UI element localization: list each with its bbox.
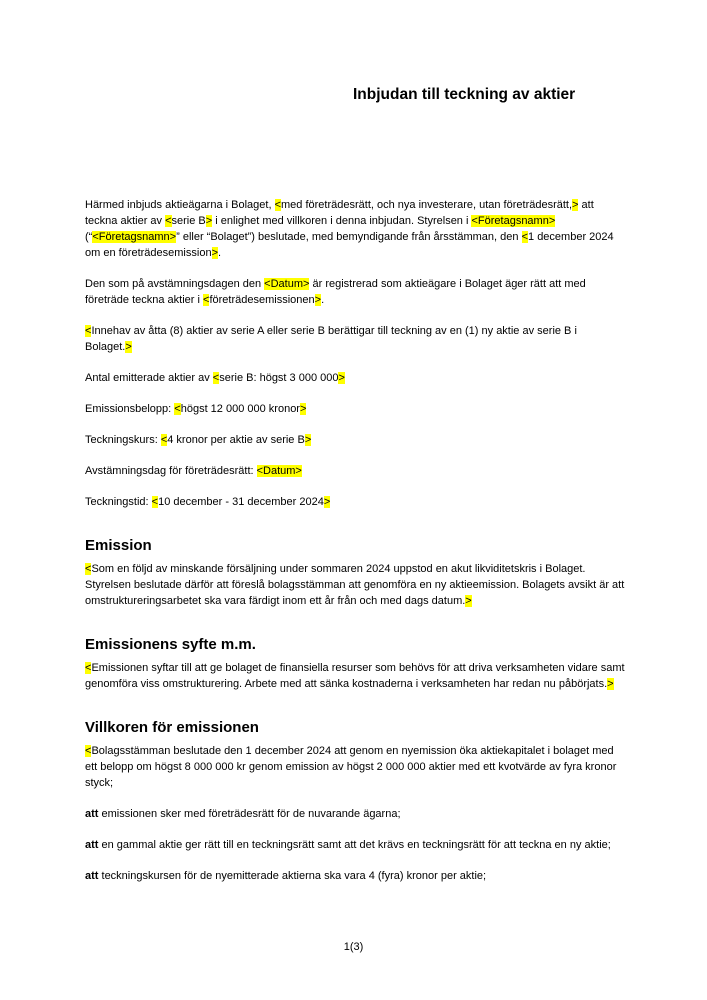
text-run: Antal emitterade aktier av — [85, 372, 213, 384]
text-run: Teckningstid: — [85, 496, 152, 508]
highlighted-placeholder: <Datum> — [256, 465, 302, 477]
text-run: Teckningskurs: — [85, 434, 161, 446]
text-run: företrädesemissionen — [209, 294, 315, 306]
text-run: Härmed inbjuds aktieägarna i Bolaget, — [85, 199, 275, 211]
text-run: 4 kronor per aktie av serie B — [167, 434, 305, 446]
highlighted-placeholder: > — [211, 247, 218, 259]
paragraph — [85, 837, 625, 853]
text-run: är registrerad som aktieägare i Bolaget äger rätt att med företräde teckna aktier i — [85, 278, 586, 306]
text-run: att — [85, 808, 99, 820]
text-run: Bolagsstämman beslutade den 1 december 2024 att genom en nyemission öka aktiekapitalet i bolaget med ett belopp om högst 8 000 000 kr genom emission av högst 2 000 000 aktier med ett kvotvärde av fyra kronor styck; — [85, 745, 617, 789]
text-run: serie B — [171, 215, 206, 227]
highlighted-placeholder: < — [212, 372, 220, 384]
highlighted-placeholder: < — [160, 434, 168, 446]
text-run: (“ — [85, 231, 93, 243]
highlighted-placeholder: < — [85, 745, 92, 757]
text-run: högst 12 000 000 kronor — [180, 403, 300, 415]
highlighted-placeholder: < — [165, 215, 172, 227]
paragraph — [85, 463, 625, 479]
highlighted-placeholder: > — [465, 595, 472, 607]
paragraph — [85, 660, 625, 692]
text-run: serie B: högst 3 000 000 — [219, 372, 339, 384]
highlighted-placeholder: < — [274, 199, 281, 211]
highlighted-placeholder: < — [85, 563, 92, 575]
highlighted-placeholder: > — [338, 372, 345, 384]
text-run: en gammal aktie ger rätt till en teckningsrätt samt att det krävs en teckningsrätt för att teckna en ny aktie; — [98, 839, 611, 851]
text-run: 10 december - 31 december 2024 — [158, 496, 324, 508]
document-content — [85, 0, 625, 899]
paragraph — [85, 806, 625, 822]
document-body — [85, 197, 625, 884]
highlighted-placeholder: > — [314, 294, 322, 306]
highlighted-placeholder: > — [304, 434, 312, 446]
text-run: i enlighet med villkoren i denna inbjudan. Styrelsen i — [212, 215, 472, 227]
text-run: Emissionen syftar till att ge bolaget de finansiella resurser som behövs för att driva verksamheten vidare samt genomföra viss omstrukturering. Arbete med att sänka kostnaderna i verksamheten har redan nu påbörjats. — [85, 662, 625, 690]
text-run: Avstämningsdag för företrädesrätt: — [85, 465, 257, 477]
section-heading: Emissionens syfte m.m. — [85, 636, 256, 653]
paragraph — [85, 561, 625, 609]
text-run: att teckna aktier av — [85, 199, 594, 227]
highlighted-placeholder: < — [151, 496, 159, 508]
highlighted-placeholder: < — [203, 294, 210, 306]
paragraph — [85, 868, 625, 884]
paragraph — [85, 323, 625, 355]
highlighted-placeholder: <Företagsnamn> — [471, 215, 556, 227]
paragraph — [85, 494, 625, 510]
paragraph — [85, 197, 625, 261]
paragraph — [85, 401, 625, 417]
text-run: att — [85, 870, 99, 882]
text-run: 1 december 2024 om en företrädesemission — [85, 231, 614, 259]
highlighted-placeholder: > — [607, 678, 614, 690]
highlighted-placeholder: > — [572, 199, 579, 211]
text-run: . — [321, 294, 325, 306]
paragraph — [85, 743, 625, 791]
highlighted-placeholder: > — [125, 341, 132, 353]
text-run: Innehav av åtta (8) aktier av serie A eller serie B berättigar till teckning av en (1) ny aktie av serie B i Bolaget. — [85, 325, 577, 353]
section-heading: Villkoren för emissionen — [85, 719, 259, 736]
paragraph — [85, 432, 625, 448]
paragraph — [85, 370, 625, 386]
text-run: emissionen sker med företrädesrätt för de nuvarande ägarna; — [98, 808, 401, 820]
highlighted-placeholder: < — [85, 325, 92, 337]
page-number: 1(3) — [343, 941, 364, 953]
highlighted-placeholder: <Datum> — [264, 278, 310, 290]
text-run: . — [218, 247, 222, 259]
highlighted-placeholder: < — [174, 403, 181, 415]
paragraph — [85, 276, 625, 308]
text-run: ” eller “Bolaget”) beslutade, med bemyndigande från årsstämman, den — [176, 231, 522, 243]
text-run: att — [85, 839, 99, 851]
text-run: med företrädesrätt, och nya investerare, utan företrädesrätt, — [281, 199, 573, 211]
highlighted-placeholder: > — [299, 403, 307, 415]
highlighted-placeholder: < — [521, 231, 529, 243]
text-run: Som en följd av minskande försäljning under sommaren 2024 uppstod en akut likviditetskris i Bolaget. Styrelsen beslutade därför att föreslå bolagsstämman att genomföra en ny aktieemission. Bolagets avsikt är att omstruktureringsarbetet ska vara färdigt inom ett år från och med dags datum. — [85, 563, 625, 607]
highlighted-placeholder: <Företagsnamn> — [92, 231, 177, 243]
highlighted-placeholder: > — [205, 215, 213, 227]
highlighted-placeholder: > — [323, 496, 331, 508]
text-run: Emissionsbelopp: — [85, 403, 175, 415]
document-title: Inbjudan till teckning av aktier — [353, 86, 576, 103]
text-run: Den som på avstämningsdagen den — [85, 278, 265, 290]
text-run: teckningskursen för de nyemitterade aktierna ska vara 4 (fyra) kronor per aktie; — [98, 870, 487, 882]
highlighted-placeholder: < — [85, 662, 92, 674]
section-heading: Emission — [85, 537, 152, 554]
